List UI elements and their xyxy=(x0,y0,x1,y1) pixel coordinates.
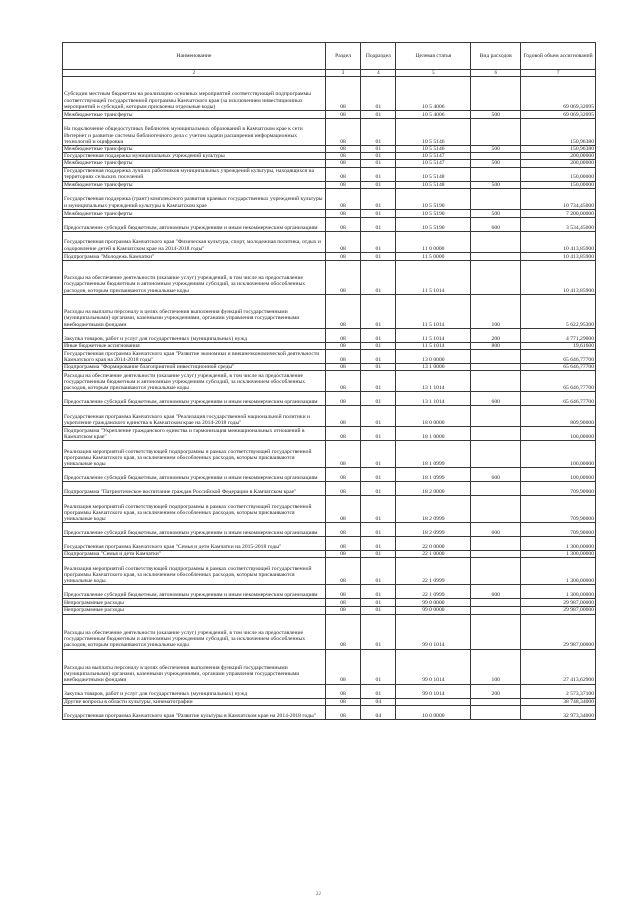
row-target-article-cell: 10 5 5190 xyxy=(396,209,471,217)
row-target-article-cell: 13 1 1014 xyxy=(396,371,471,392)
row-razdel-cell: 08 xyxy=(325,153,360,160)
row-name-cell: Непрограммные расходы xyxy=(63,607,326,614)
row-expense-type-cell: 600 xyxy=(471,585,521,599)
row-expense-type-cell: 800 xyxy=(471,342,521,349)
table-row xyxy=(63,371,596,392)
row-sum-cell: 200,00000 xyxy=(521,153,596,160)
row-name-cell: Реализация мероприятий соответствующей подпрограммы в рамках соответствующей государственной программы Камчатского края, за исключением обособленных расходов, которым присваиваются уникальные коды xyxy=(63,558,326,585)
row-podrazdel-cell: 01 xyxy=(361,217,396,231)
row-target-article-cell: 10 5 4006 xyxy=(396,111,471,119)
row-expense-type-cell xyxy=(471,364,521,371)
row-expense-type-cell xyxy=(471,350,521,364)
row-podrazdel-cell: 01 xyxy=(361,585,396,599)
row-sum-cell: 1 300,00000 xyxy=(521,585,596,599)
row-expense-type-cell xyxy=(471,252,521,260)
table-row xyxy=(63,698,596,705)
row-sum-cell: 709,90000 xyxy=(521,496,596,523)
row-target-article-cell xyxy=(396,698,471,705)
colnum-7: 7 xyxy=(521,70,596,77)
row-razdel-cell: 08 xyxy=(325,427,360,441)
row-expense-type-cell xyxy=(471,607,521,614)
row-sum-cell: 65 646,77700 xyxy=(521,392,596,406)
row-razdel-cell: 08 xyxy=(325,342,360,349)
row-podrazdel-cell: 01 xyxy=(361,551,396,558)
row-target-article-cell: 22 0 0000 xyxy=(396,537,471,551)
row-name-cell: Предоставление субсидий бюджетным, автономным учреждениям и иным некоммерческим организациям xyxy=(63,392,326,406)
table-row xyxy=(63,342,596,349)
row-sum-cell: 10 413,85900 xyxy=(521,231,596,252)
row-podrazdel-cell: 01 xyxy=(361,496,396,523)
row-target-article-cell: 99 0 1014 xyxy=(396,649,471,684)
row-podrazdel-cell: 01 xyxy=(361,523,396,537)
row-podrazdel-cell: 01 xyxy=(361,119,396,146)
table-row xyxy=(63,537,596,551)
table-row xyxy=(63,406,596,427)
row-podrazdel-cell: 01 xyxy=(361,371,396,392)
row-razdel-cell: 08 xyxy=(325,371,360,392)
row-razdel-cell: 08 xyxy=(325,209,360,217)
row-expense-type-cell: 500 xyxy=(471,209,521,217)
table-row xyxy=(63,523,596,537)
row-target-article-cell: 99 0 1014 xyxy=(396,614,471,649)
row-name-cell: Предоставление субсидий бюджетным, автономным учреждениям и иным некоммерческим организациям xyxy=(63,217,326,231)
table-row xyxy=(63,599,596,607)
row-expense-type-cell xyxy=(471,441,521,468)
row-name-cell: Межбюджетные трансферты xyxy=(63,160,326,167)
row-razdel-cell: 08 xyxy=(325,537,360,551)
row-razdel-cell: 08 xyxy=(325,217,360,231)
row-razdel-cell: 08 xyxy=(325,468,360,482)
row-name-cell: Межбюджетные трансферты xyxy=(63,209,326,217)
row-sum-cell: 3 534,45000 xyxy=(521,217,596,231)
table-row xyxy=(63,614,596,649)
table-row xyxy=(63,496,596,523)
row-name-cell: На подключение общедоступных библиотек муниципальных образований в Камчатском крае к сети Интернет и развитие системы библиотечного дела с учетом задачи расширения информационных технологий и оцифровки xyxy=(63,119,326,146)
row-razdel-cell: 08 xyxy=(325,523,360,537)
row-sum-cell: 1 300,00000 xyxy=(521,551,596,558)
row-expense-type-cell xyxy=(471,406,521,427)
row-target-article-cell: 10 5 5146 xyxy=(396,146,471,153)
row-target-article-cell: 13 0 0000 xyxy=(396,350,471,364)
row-expense-type-cell xyxy=(471,614,521,649)
row-razdel-cell: 08 xyxy=(325,607,360,614)
row-expense-type-cell xyxy=(471,167,521,181)
row-target-article-cell: 10 5 5146 xyxy=(396,119,471,146)
table-row xyxy=(63,146,596,153)
row-sum-cell: 65 646,77700 xyxy=(521,371,596,392)
row-podrazdel-cell: 01 xyxy=(361,364,396,371)
row-podrazdel-cell: 01 xyxy=(361,614,396,649)
row-razdel-cell: 08 xyxy=(325,188,360,209)
row-target-article-cell: 10 5 5190 xyxy=(396,217,471,231)
row-sum-cell: 65 646,77700 xyxy=(521,350,596,364)
row-sum-cell: 150,00000 xyxy=(521,167,596,181)
row-target-article-cell: 11 5 1014 xyxy=(396,294,471,328)
row-razdel-cell: 08 xyxy=(325,252,360,260)
row-sum-cell: 10 413,85900 xyxy=(521,260,596,294)
row-sum-cell: 150,00000 xyxy=(521,181,596,188)
row-sum-cell: 709,90000 xyxy=(521,482,596,496)
row-podrazdel-cell: 04 xyxy=(361,705,396,719)
row-target-article-cell: 10 5 5147 xyxy=(396,153,471,160)
row-target-article-cell: 11 5 1014 xyxy=(396,328,471,342)
table-row xyxy=(63,328,596,342)
row-target-article-cell: 13 1 1014 xyxy=(396,392,471,406)
row-name-cell: Расходы на обеспечение деятельности (оказание услуг) учреждений, в том числе на предоставление государственным бюджетным и автономным учреждениям субсидий, за исключением обособленных расходов, которым присваиваются уникальные коды xyxy=(63,260,326,294)
row-razdel-cell: 08 xyxy=(325,496,360,523)
row-razdel-cell: 08 xyxy=(325,119,360,146)
row-razdel-cell: 08 xyxy=(325,392,360,406)
row-expense-type-cell xyxy=(471,551,521,558)
header-podrazdel: Подраздел xyxy=(361,43,396,70)
row-expense-type-cell xyxy=(471,558,521,585)
row-podrazdel-cell: 01 xyxy=(361,537,396,551)
row-sum-cell: 38 748,34000 xyxy=(521,698,596,705)
table-row xyxy=(63,558,596,585)
row-podrazdel-cell: 01 xyxy=(361,392,396,406)
row-razdel-cell: 08 xyxy=(325,294,360,328)
row-target-article-cell: 11 5 1014 xyxy=(396,260,471,294)
header-razdel: Раздел xyxy=(325,43,360,70)
row-razdel-cell: 08 xyxy=(325,350,360,364)
table-row xyxy=(63,188,596,209)
row-sum-cell: 69 069,32095 xyxy=(521,111,596,119)
row-sum-cell: 100,00000 xyxy=(521,468,596,482)
row-target-article-cell: 18 1 0999 xyxy=(396,441,471,468)
budget-table xyxy=(62,42,596,720)
row-podrazdel-cell: 01 xyxy=(361,231,396,252)
row-target-article-cell: 18 2 0000 xyxy=(396,482,471,496)
row-razdel-cell: 08 xyxy=(325,551,360,558)
header-target-article: Целевая статья xyxy=(396,43,471,70)
row-name-cell: Расходы на выплаты персоналу в целях обеспечения выполнения функций государственными (муниципальными) органами, казенными учреждениями, органами управления государственными внебюджетными фондами xyxy=(63,294,326,328)
table-row xyxy=(63,441,596,468)
row-razdel-cell: 08 xyxy=(325,684,360,698)
row-razdel-cell: 08 xyxy=(325,111,360,119)
row-podrazdel-cell: 01 xyxy=(361,406,396,427)
table-row xyxy=(63,217,596,231)
row-razdel-cell: 08 xyxy=(325,705,360,719)
row-target-article-cell: 22 1 0999 xyxy=(396,558,471,585)
row-expense-type-cell: 600 xyxy=(471,523,521,537)
row-podrazdel-cell: 01 xyxy=(361,77,396,111)
row-name-cell: Межбюджетные трансферты xyxy=(63,181,326,188)
table-row xyxy=(63,468,596,482)
table-row xyxy=(63,585,596,599)
row-name-cell: Государственная программа Камчатского края "Физическая культура, спорт, молодежная политика, отдых и оздоровление детей в Камчатском крае на 2014-2018 годы" xyxy=(63,231,326,252)
row-podrazdel-cell: 04 xyxy=(361,698,396,705)
table-row xyxy=(63,111,596,119)
row-expense-type-cell xyxy=(471,698,521,705)
row-expense-type-cell xyxy=(471,260,521,294)
row-target-article-cell: 13 1 0000 xyxy=(396,364,471,371)
row-sum-cell: 1 300,00000 xyxy=(521,537,596,551)
row-expense-type-cell: 600 xyxy=(471,468,521,482)
row-sum-cell: 100,00000 xyxy=(521,427,596,441)
row-expense-type-cell xyxy=(471,427,521,441)
row-sum-cell: 150,96380 xyxy=(521,119,596,146)
table-row xyxy=(63,160,596,167)
row-target-article-cell: 11 5 1014 xyxy=(396,342,471,349)
table-row xyxy=(63,294,596,328)
row-podrazdel-cell: 01 xyxy=(361,482,396,496)
row-name-cell: Подпрограмма "Патриотическое воспитание граждан Российской Федерации в Камчатском крае" xyxy=(63,482,326,496)
row-name-cell: Межбюджетные трансферты xyxy=(63,146,326,153)
row-razdel-cell: 08 xyxy=(325,649,360,684)
row-name-cell: Другие вопросы в области культуры, кинематографии xyxy=(63,698,326,705)
row-sum-cell: 809,90000 xyxy=(521,406,596,427)
table-row xyxy=(63,551,596,558)
row-podrazdel-cell: 01 xyxy=(361,160,396,167)
row-name-cell: Расходы на обеспечение деятельности (оказание услуг) учреждений, в том числе на предоставление государственным бюджетным и автономным учреждениям субсидий, за исключением обособленных расходов, которым присваиваются уникальные коды xyxy=(63,371,326,392)
row-expense-type-cell xyxy=(471,705,521,719)
row-podrazdel-cell: 01 xyxy=(361,599,396,607)
row-name-cell: Государственная программа Камчатского края "Реализация государственной национальной политики и укрепление гражданского единства в Камчатском крае на 2014-2018 годы" xyxy=(63,406,326,427)
colnum-1: 2 xyxy=(63,70,326,77)
row-podrazdel-cell: 01 xyxy=(361,558,396,585)
row-razdel-cell: 08 xyxy=(325,231,360,252)
colnum-4: 4 xyxy=(361,70,396,77)
row-expense-type-cell: 500 xyxy=(471,146,521,153)
row-podrazdel-cell: 01 xyxy=(361,188,396,209)
row-name-cell: Иные бюджетные ассигнования xyxy=(63,342,326,349)
row-podrazdel-cell: 01 xyxy=(361,294,396,328)
table-row xyxy=(63,181,596,188)
row-razdel-cell: 08 xyxy=(325,181,360,188)
colnum-5: 5 xyxy=(396,70,471,77)
row-razdel-cell: 08 xyxy=(325,406,360,427)
row-sum-cell: 27 413,62900 xyxy=(521,649,596,684)
row-sum-cell: 100,00000 xyxy=(521,441,596,468)
row-sum-cell: 10 413,85900 xyxy=(521,252,596,260)
table-row xyxy=(63,167,596,181)
row-target-article-cell: 99 0 0000 xyxy=(396,599,471,607)
row-razdel-cell: 08 xyxy=(325,482,360,496)
table-row xyxy=(63,705,596,719)
row-expense-type-cell xyxy=(471,153,521,160)
row-target-article-cell: 18 0 0000 xyxy=(396,406,471,427)
row-razdel-cell: 08 xyxy=(325,260,360,294)
row-name-cell: Расходы на выплаты персоналу в целях обеспечения выполнения функций государственными (муниципальными) органами, казенными учреждениями, органами управления государственными внебюджетными фондами xyxy=(63,649,326,684)
row-name-cell: Закупка товаров, работ и услуг для государственных (муниципальных) нужд xyxy=(63,684,326,698)
row-expense-type-cell: 100 xyxy=(471,294,521,328)
colnum-3: 3 xyxy=(325,70,360,77)
table-row xyxy=(63,119,596,146)
row-razdel-cell: 08 xyxy=(325,167,360,181)
row-expense-type-cell xyxy=(471,77,521,111)
row-podrazdel-cell: 01 xyxy=(361,441,396,468)
header-expense-type: Вид расходов xyxy=(471,43,521,70)
table-row xyxy=(63,427,596,441)
row-sum-cell: 65 646,77700 xyxy=(521,364,596,371)
row-sum-cell: 7 200,00000 xyxy=(521,209,596,217)
row-expense-type-cell: 500 xyxy=(471,181,521,188)
row-podrazdel-cell: 01 xyxy=(361,181,396,188)
column-number-row xyxy=(63,70,596,77)
row-name-cell: Предоставление субсидий бюджетным, автономным учреждениям и иным некоммерческим организациям xyxy=(63,468,326,482)
row-name-cell: Подпрограмма "Молодежь Камчатки" xyxy=(63,252,326,260)
row-target-article-cell: 22 1 0000 xyxy=(396,551,471,558)
row-expense-type-cell: 100 xyxy=(471,649,521,684)
row-target-article-cell: 18 2 0999 xyxy=(396,496,471,523)
row-expense-type-cell: 200 xyxy=(471,328,521,342)
row-sum-cell: 32 973,34000 xyxy=(521,705,596,719)
page-number: 22 xyxy=(316,892,321,897)
row-razdel-cell: 08 xyxy=(325,558,360,585)
row-target-article-cell: 10 5 5190 xyxy=(396,188,471,209)
row-name-cell: Расходы на обеспечение деятельности (оказание услуг) учреждений, в том числе на предоставление государственным бюджетным и автономным учреждениям субсидий, за исключением обособленных расходов, которым присваиваются уникальные коды xyxy=(63,614,326,649)
row-expense-type-cell: 500 xyxy=(471,160,521,167)
table-row xyxy=(63,252,596,260)
row-name-cell: Государственная программа Камчатского края "Развитие экономики и внешнеэкономической деятельности Камчатского края на 2014-2018 годы" xyxy=(63,350,326,364)
row-expense-type-cell: 200 xyxy=(471,684,521,698)
row-sum-cell: 5 622,95300 xyxy=(521,294,596,328)
row-sum-cell: 1 300,00000 xyxy=(521,558,596,585)
row-razdel-cell: 08 xyxy=(325,328,360,342)
row-sum-cell: 709,90000 xyxy=(521,523,596,537)
row-name-cell: Государственная поддержка муниципальных учреждений культуры xyxy=(63,153,326,160)
table-row xyxy=(63,231,596,252)
row-expense-type-cell xyxy=(471,371,521,392)
row-expense-type-cell xyxy=(471,188,521,209)
row-expense-type-cell xyxy=(471,482,521,496)
row-podrazdel-cell: 01 xyxy=(361,468,396,482)
row-razdel-cell: 08 xyxy=(325,146,360,153)
table-row xyxy=(63,350,596,364)
row-podrazdel-cell: 01 xyxy=(361,328,396,342)
row-sum-cell: 4 771,29000 xyxy=(521,328,596,342)
table-row xyxy=(63,260,596,294)
row-name-cell: Государственная программа Камчатского края "Развитие культуры в Камчатском крае на 2014-2018 годы" xyxy=(63,705,326,719)
row-expense-type-cell: 600 xyxy=(471,392,521,406)
row-expense-type-cell xyxy=(471,599,521,607)
row-sum-cell: 150,96380 xyxy=(521,146,596,153)
row-target-article-cell: 10 5 4006 xyxy=(396,77,471,111)
row-sum-cell: 19,61600 xyxy=(521,342,596,349)
table-row xyxy=(63,607,596,614)
row-target-article-cell: 18 1 0000 xyxy=(396,427,471,441)
table-row xyxy=(63,77,596,111)
row-name-cell: Подпрограмма "Формирование благоприятной инвестиционной среды" xyxy=(63,364,326,371)
row-name-cell: Закупка товаров, работ и услуг для государственных (муниципальных) нужд xyxy=(63,328,326,342)
row-expense-type-cell xyxy=(471,496,521,523)
row-target-article-cell: 10 0 0000 xyxy=(396,705,471,719)
row-name-cell: Реализация мероприятий соответствующей подпрограммы в рамках соответствующей государственной программы Камчатского края, за исключением обособленных расходов, которым присваиваются уникальные коды xyxy=(63,441,326,468)
row-sum-cell: 29 987,00000 xyxy=(521,599,596,607)
row-name-cell: Предоставление субсидий бюджетным, автономным учреждениям и иным некоммерческим организациям xyxy=(63,523,326,537)
row-expense-type-cell: 500 xyxy=(471,111,521,119)
row-sum-cell: 200,00000 xyxy=(521,160,596,167)
row-name-cell: Государственная поддержка лучших работников муниципальных учреждений культуры, находящихся на территориях сельских поселений xyxy=(63,167,326,181)
row-target-article-cell: 11 5 0000 xyxy=(396,252,471,260)
row-target-article-cell: 10 5 5148 xyxy=(396,181,471,188)
table-header-row xyxy=(63,43,596,70)
row-podrazdel-cell: 01 xyxy=(361,209,396,217)
row-podrazdel-cell: 01 xyxy=(361,607,396,614)
row-podrazdel-cell: 01 xyxy=(361,427,396,441)
table-row xyxy=(63,364,596,371)
table-row xyxy=(63,392,596,406)
row-target-article-cell: 10 5 5148 xyxy=(396,167,471,181)
row-expense-type-cell xyxy=(471,119,521,146)
row-name-cell: Государственная поддержка (грант) комплексного развития краевых государственных учреждений культуры и муниципальных учреждений культуры в Камчатском крае xyxy=(63,188,326,209)
row-razdel-cell: 08 xyxy=(325,160,360,167)
row-sum-cell: 10 734,45000 xyxy=(521,188,596,209)
row-target-article-cell: 22 1 0999 xyxy=(396,585,471,599)
row-sum-cell: 29 987,00000 xyxy=(521,614,596,649)
row-sum-cell: 69 069,32095 xyxy=(521,77,596,111)
row-podrazdel-cell: 01 xyxy=(361,252,396,260)
row-name-cell: Подпрограмма "Укрепление гражданского единства и гармонизация межнациональных отношений в Камчатском крае" xyxy=(63,427,326,441)
row-name-cell: Подпрограмма "Семья и дети Камчатки" xyxy=(63,551,326,558)
row-podrazdel-cell: 01 xyxy=(361,111,396,119)
row-target-article-cell: 18 1 0999 xyxy=(396,468,471,482)
row-razdel-cell: 08 xyxy=(325,599,360,607)
row-name-cell: Непрограммные расходы xyxy=(63,599,326,607)
row-razdel-cell: 08 xyxy=(325,614,360,649)
row-target-article-cell: 11 0 0000 xyxy=(396,231,471,252)
row-podrazdel-cell: 01 xyxy=(361,350,396,364)
row-razdel-cell: 08 xyxy=(325,441,360,468)
row-expense-type-cell xyxy=(471,231,521,252)
row-name-cell: Межбюджетные трансферты xyxy=(63,111,326,119)
row-podrazdel-cell: 01 xyxy=(361,146,396,153)
row-target-article-cell: 99 0 1014 xyxy=(396,684,471,698)
row-podrazdel-cell: 01 xyxy=(361,260,396,294)
row-expense-type-cell: 600 xyxy=(471,217,521,231)
row-podrazdel-cell: 01 xyxy=(361,342,396,349)
table-row xyxy=(63,684,596,698)
table-row xyxy=(63,649,596,684)
row-name-cell: Реализация мероприятий соответствующей подпрограммы в рамках соответствующей государственной программы Камчатского края, за исключением обособленных расходов, которым присваиваются уникальные коды xyxy=(63,496,326,523)
row-podrazdel-cell: 01 xyxy=(361,684,396,698)
row-razdel-cell: 08 xyxy=(325,698,360,705)
table-row xyxy=(63,209,596,217)
row-expense-type-cell xyxy=(471,537,521,551)
row-sum-cell: 2 573,37100 xyxy=(521,684,596,698)
row-podrazdel-cell: 01 xyxy=(361,649,396,684)
row-razdel-cell: 08 xyxy=(325,364,360,371)
row-podrazdel-cell: 01 xyxy=(361,153,396,160)
row-name-cell: Предоставление субсидий бюджетным, автономным учреждениям и иным некоммерческим организациям xyxy=(63,585,326,599)
row-target-article-cell: 10 5 5147 xyxy=(396,160,471,167)
row-sum-cell: 29 987,00000 xyxy=(521,607,596,614)
row-target-article-cell: 18 2 0999 xyxy=(396,523,471,537)
row-name-cell: Государственная программа Камчатского края "Семья и дети Камчатки на 2015-2018 годы" xyxy=(63,537,326,551)
table-body xyxy=(63,77,596,720)
header-name: Наименование xyxy=(63,43,326,70)
row-razdel-cell: 08 xyxy=(325,585,360,599)
row-name-cell: Субсидии местным бюджетам на реализацию основных мероприятий соответствующей подпрограммы соответствующей государственной программы Камчатского края (за исключением инвестиционных мероприятий и субсидий, которым присвоены отдельные коды) xyxy=(63,77,326,111)
table-row xyxy=(63,153,596,160)
row-razdel-cell: 08 xyxy=(325,77,360,111)
row-podrazdel-cell: 01 xyxy=(361,167,396,181)
table-row xyxy=(63,482,596,496)
row-target-article-cell: 99 0 0000 xyxy=(396,607,471,614)
header-annual-sum: Годовой объем ассигнований xyxy=(521,43,596,70)
colnum-6: 6 xyxy=(471,70,521,77)
